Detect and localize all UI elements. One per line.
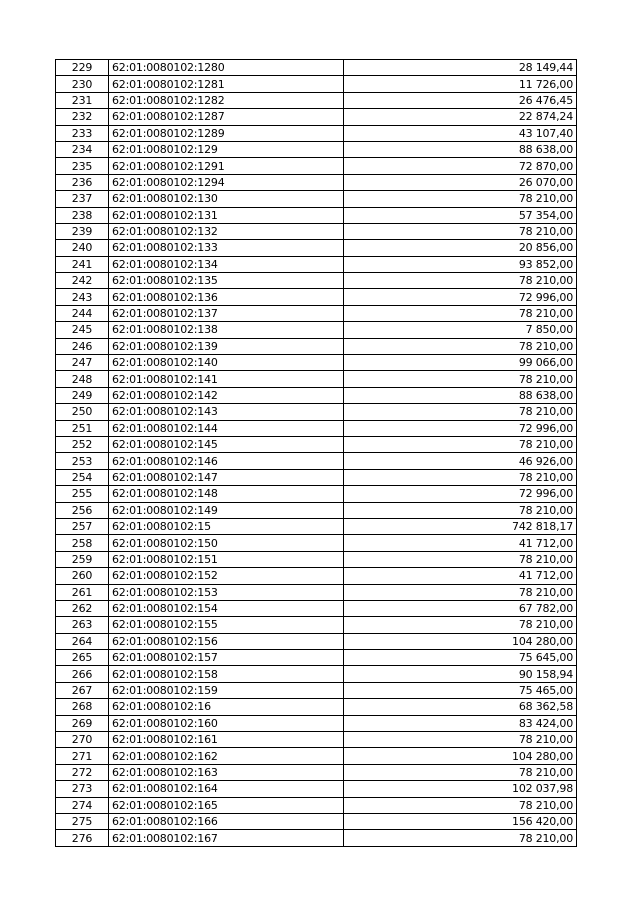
table-body <box>56 60 577 847</box>
value-cell: 26 476,45 <box>344 92 577 108</box>
value-cell: 78 210,00 <box>344 797 577 813</box>
row-number-cell: 238 <box>56 207 109 223</box>
cadastral-number-cell: 62:01:0080102:15 <box>109 518 344 534</box>
row-number-cell: 237 <box>56 191 109 207</box>
table-row <box>56 240 577 256</box>
row-number-cell: 266 <box>56 666 109 682</box>
register-table <box>55 59 577 847</box>
value-cell: 43 107,40 <box>344 125 577 141</box>
cadastral-number-cell: 62:01:0080102:141 <box>109 371 344 387</box>
row-number-cell: 236 <box>56 174 109 190</box>
table-row <box>56 76 577 92</box>
cadastral-number-cell: 62:01:0080102:145 <box>109 436 344 452</box>
cadastral-number-cell: 62:01:0080102:150 <box>109 535 344 551</box>
cadastral-number-cell: 62:01:0080102:139 <box>109 338 344 354</box>
value-cell: 72 996,00 <box>344 420 577 436</box>
value-cell: 78 210,00 <box>344 764 577 780</box>
table-row <box>56 141 577 157</box>
table-row <box>56 650 577 666</box>
cadastral-number-cell: 62:01:0080102:162 <box>109 748 344 764</box>
cadastral-number-cell: 62:01:0080102:1282 <box>109 92 344 108</box>
cadastral-number-cell: 62:01:0080102:134 <box>109 256 344 272</box>
value-cell: 93 852,00 <box>344 256 577 272</box>
cadastral-number-cell: 62:01:0080102:149 <box>109 502 344 518</box>
cadastral-number-cell: 62:01:0080102:163 <box>109 764 344 780</box>
cadastral-number-cell: 62:01:0080102:160 <box>109 715 344 731</box>
table-row <box>56 371 577 387</box>
table-row <box>56 355 577 371</box>
table-row <box>56 813 577 829</box>
row-number-cell: 275 <box>56 813 109 829</box>
table-row <box>56 436 577 452</box>
row-number-cell: 256 <box>56 502 109 518</box>
table-row <box>56 125 577 141</box>
table-row <box>56 158 577 174</box>
value-cell: 67 782,00 <box>344 600 577 616</box>
table-row <box>56 289 577 305</box>
row-number-cell: 271 <box>56 748 109 764</box>
value-cell: 88 638,00 <box>344 141 577 157</box>
table-row <box>56 273 577 289</box>
cadastral-number-cell: 62:01:0080102:148 <box>109 486 344 502</box>
row-number-cell: 264 <box>56 633 109 649</box>
value-cell: 20 856,00 <box>344 240 577 256</box>
value-cell: 78 210,00 <box>344 584 577 600</box>
cadastral-number-cell: 62:01:0080102:142 <box>109 387 344 403</box>
value-cell: 78 210,00 <box>344 830 577 846</box>
cadastral-number-cell: 62:01:0080102:131 <box>109 207 344 223</box>
row-number-cell: 248 <box>56 371 109 387</box>
row-number-cell: 257 <box>56 518 109 534</box>
table-row <box>56 109 577 125</box>
row-number-cell: 241 <box>56 256 109 272</box>
value-cell: 78 210,00 <box>344 551 577 567</box>
cadastral-number-cell: 62:01:0080102:133 <box>109 240 344 256</box>
table-row <box>56 568 577 584</box>
row-number-cell: 231 <box>56 92 109 108</box>
table-row <box>56 223 577 239</box>
table-row <box>56 797 577 813</box>
value-cell: 104 280,00 <box>344 748 577 764</box>
cadastral-number-cell: 62:01:0080102:1289 <box>109 125 344 141</box>
value-cell: 78 210,00 <box>344 502 577 518</box>
row-number-cell: 274 <box>56 797 109 813</box>
table-row <box>56 174 577 190</box>
row-number-cell: 234 <box>56 141 109 157</box>
cadastral-number-cell: 62:01:0080102:1291 <box>109 158 344 174</box>
row-number-cell: 273 <box>56 781 109 797</box>
cadastral-number-cell: 62:01:0080102:140 <box>109 355 344 371</box>
table-row <box>56 682 577 698</box>
row-number-cell: 251 <box>56 420 109 436</box>
row-number-cell: 262 <box>56 600 109 616</box>
row-number-cell: 269 <box>56 715 109 731</box>
row-number-cell: 276 <box>56 830 109 846</box>
cadastral-number-cell: 62:01:0080102:137 <box>109 305 344 321</box>
cadastral-number-cell: 62:01:0080102:153 <box>109 584 344 600</box>
row-number-cell: 255 <box>56 486 109 502</box>
value-cell: 83 424,00 <box>344 715 577 731</box>
row-number-cell: 260 <box>56 568 109 584</box>
value-cell: 104 280,00 <box>344 633 577 649</box>
row-number-cell: 265 <box>56 650 109 666</box>
table-row <box>56 617 577 633</box>
value-cell: 22 874,24 <box>344 109 577 125</box>
row-number-cell: 258 <box>56 535 109 551</box>
value-cell: 78 210,00 <box>344 191 577 207</box>
cadastral-number-cell: 62:01:0080102:158 <box>109 666 344 682</box>
value-cell: 46 926,00 <box>344 453 577 469</box>
cadastral-number-cell: 62:01:0080102:154 <box>109 600 344 616</box>
value-cell: 68 362,58 <box>344 699 577 715</box>
value-cell: 78 210,00 <box>344 223 577 239</box>
table-row <box>56 584 577 600</box>
value-cell: 72 870,00 <box>344 158 577 174</box>
table-row <box>56 764 577 780</box>
value-cell: 41 712,00 <box>344 535 577 551</box>
value-cell: 78 210,00 <box>344 404 577 420</box>
value-cell: 742 818,17 <box>344 518 577 534</box>
row-number-cell: 233 <box>56 125 109 141</box>
cadastral-number-cell: 62:01:0080102:129 <box>109 141 344 157</box>
table-row <box>56 600 577 616</box>
value-cell: 57 354,00 <box>344 207 577 223</box>
table-row <box>56 633 577 649</box>
cadastral-number-cell: 62:01:0080102:146 <box>109 453 344 469</box>
table-row <box>56 518 577 534</box>
value-cell: 78 210,00 <box>344 305 577 321</box>
row-number-cell: 250 <box>56 404 109 420</box>
value-cell: 78 210,00 <box>344 371 577 387</box>
table-row <box>56 535 577 551</box>
table-row <box>56 469 577 485</box>
table-row <box>56 404 577 420</box>
value-cell: 78 210,00 <box>344 469 577 485</box>
value-cell: 7 850,00 <box>344 322 577 338</box>
cadastral-number-cell: 62:01:0080102:161 <box>109 732 344 748</box>
table-row <box>56 92 577 108</box>
row-number-cell: 235 <box>56 158 109 174</box>
cadastral-number-cell: 62:01:0080102:16 <box>109 699 344 715</box>
cadastral-number-cell: 62:01:0080102:152 <box>109 568 344 584</box>
row-number-cell: 246 <box>56 338 109 354</box>
value-cell: 102 037,98 <box>344 781 577 797</box>
cadastral-number-cell: 62:01:0080102:136 <box>109 289 344 305</box>
table-row <box>56 781 577 797</box>
table-row <box>56 715 577 731</box>
cadastral-number-cell: 62:01:0080102:132 <box>109 223 344 239</box>
row-number-cell: 230 <box>56 76 109 92</box>
value-cell: 72 996,00 <box>344 289 577 305</box>
row-number-cell: 272 <box>56 764 109 780</box>
cadastral-number-cell: 62:01:0080102:1280 <box>109 60 344 76</box>
table-row <box>56 305 577 321</box>
value-cell: 90 158,94 <box>344 666 577 682</box>
table-row <box>56 502 577 518</box>
cadastral-number-cell: 62:01:0080102:135 <box>109 273 344 289</box>
row-number-cell: 244 <box>56 305 109 321</box>
cadastral-number-cell: 62:01:0080102:138 <box>109 322 344 338</box>
table-row <box>56 338 577 354</box>
table-row <box>56 322 577 338</box>
table-row <box>56 551 577 567</box>
value-cell: 99 066,00 <box>344 355 577 371</box>
row-number-cell: 268 <box>56 699 109 715</box>
cadastral-number-cell: 62:01:0080102:143 <box>109 404 344 420</box>
row-number-cell: 247 <box>56 355 109 371</box>
row-number-cell: 239 <box>56 223 109 239</box>
cadastral-number-cell: 62:01:0080102:167 <box>109 830 344 846</box>
table-row <box>56 191 577 207</box>
table-row <box>56 666 577 682</box>
cadastral-number-cell: 62:01:0080102:1287 <box>109 109 344 125</box>
value-cell: 78 210,00 <box>344 732 577 748</box>
value-cell: 78 210,00 <box>344 338 577 354</box>
value-cell: 11 726,00 <box>344 76 577 92</box>
cadastral-number-cell: 62:01:0080102:165 <box>109 797 344 813</box>
value-cell: 28 149,44 <box>344 60 577 76</box>
row-number-cell: 261 <box>56 584 109 600</box>
table-row <box>56 256 577 272</box>
row-number-cell: 232 <box>56 109 109 125</box>
cadastral-number-cell: 62:01:0080102:130 <box>109 191 344 207</box>
cadastral-number-cell: 62:01:0080102:164 <box>109 781 344 797</box>
value-cell: 26 070,00 <box>344 174 577 190</box>
cadastral-number-cell: 62:01:0080102:156 <box>109 633 344 649</box>
row-number-cell: 267 <box>56 682 109 698</box>
table-row <box>56 732 577 748</box>
cadastral-number-cell: 62:01:0080102:147 <box>109 469 344 485</box>
row-number-cell: 259 <box>56 551 109 567</box>
row-number-cell: 249 <box>56 387 109 403</box>
cadastral-number-cell: 62:01:0080102:157 <box>109 650 344 666</box>
value-cell: 78 210,00 <box>344 617 577 633</box>
value-cell: 156 420,00 <box>344 813 577 829</box>
value-cell: 78 210,00 <box>344 436 577 452</box>
table-row <box>56 748 577 764</box>
row-number-cell: 252 <box>56 436 109 452</box>
value-cell: 75 645,00 <box>344 650 577 666</box>
table-row <box>56 830 577 846</box>
cadastral-number-cell: 62:01:0080102:155 <box>109 617 344 633</box>
value-cell: 41 712,00 <box>344 568 577 584</box>
row-number-cell: 254 <box>56 469 109 485</box>
table-row <box>56 420 577 436</box>
value-cell: 72 996,00 <box>344 486 577 502</box>
table-row <box>56 387 577 403</box>
cadastral-number-cell: 62:01:0080102:151 <box>109 551 344 567</box>
table-row <box>56 699 577 715</box>
row-number-cell: 229 <box>56 60 109 76</box>
cadastral-number-cell: 62:01:0080102:1281 <box>109 76 344 92</box>
value-cell: 88 638,00 <box>344 387 577 403</box>
cadastral-number-cell: 62:01:0080102:159 <box>109 682 344 698</box>
row-number-cell: 240 <box>56 240 109 256</box>
value-cell: 78 210,00 <box>344 273 577 289</box>
row-number-cell: 263 <box>56 617 109 633</box>
table-row <box>56 486 577 502</box>
row-number-cell: 253 <box>56 453 109 469</box>
row-number-cell: 245 <box>56 322 109 338</box>
row-number-cell: 242 <box>56 273 109 289</box>
value-cell: 75 465,00 <box>344 682 577 698</box>
cadastral-number-cell: 62:01:0080102:1294 <box>109 174 344 190</box>
row-number-cell: 243 <box>56 289 109 305</box>
cadastral-number-cell: 62:01:0080102:166 <box>109 813 344 829</box>
cadastral-number-cell: 62:01:0080102:144 <box>109 420 344 436</box>
row-number-cell: 270 <box>56 732 109 748</box>
table-row <box>56 207 577 223</box>
table-row <box>56 60 577 76</box>
table-row <box>56 453 577 469</box>
